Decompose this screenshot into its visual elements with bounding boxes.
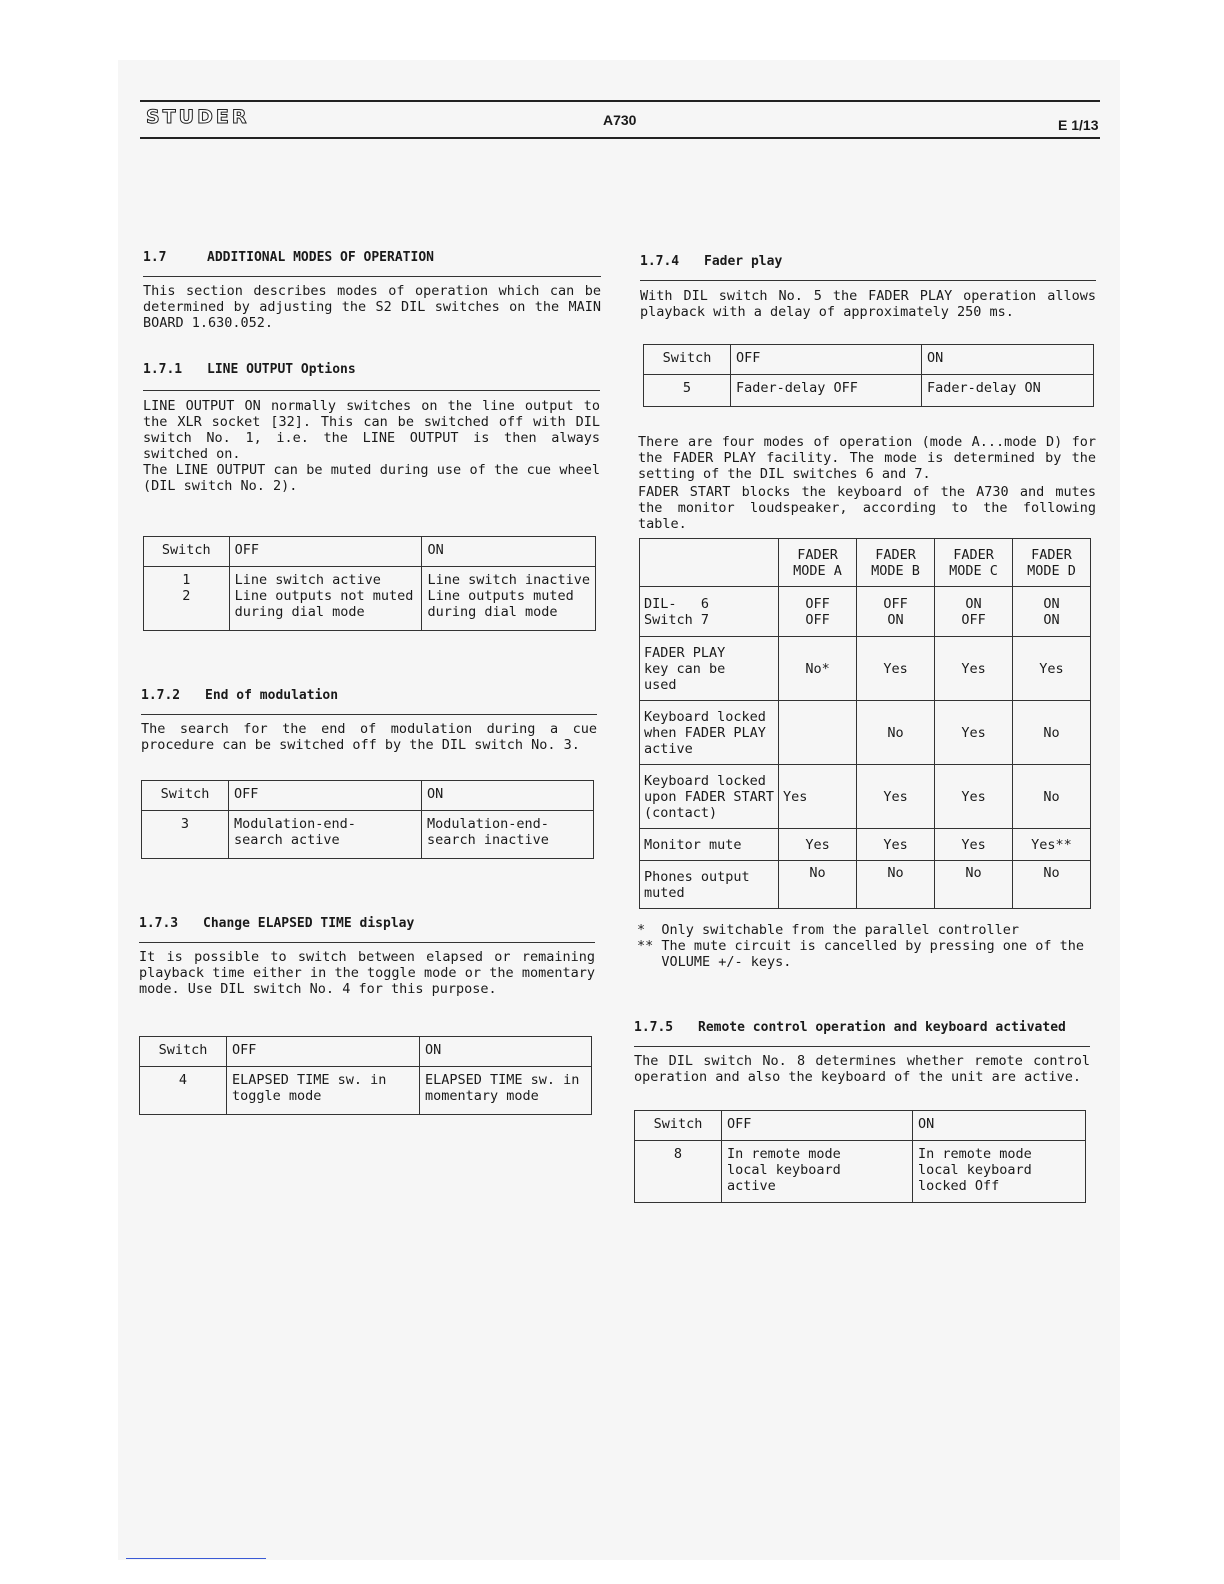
header-on: ON [922, 345, 1094, 375]
section-title: Fader play [704, 254, 783, 269]
off-description: Line switch active Line outputs not muted during dial mode [229, 567, 422, 631]
section-1-7-1-heading [143, 362, 356, 377]
section-rule [139, 942, 595, 943]
on-description: Modulation-end- search inactive [422, 811, 594, 859]
section-1-7-2-heading [141, 688, 338, 703]
mode-header: FADER MODE A [779, 539, 857, 587]
header-on: ON [913, 1111, 1086, 1141]
table-switch-3 [141, 780, 594, 859]
section-number: 1.7.5 [634, 1020, 674, 1035]
section-number: 1.7.3 [139, 916, 179, 931]
switch-number: 4 [140, 1067, 227, 1115]
section-1-7-4-heading [640, 254, 782, 269]
fader-modes-table [639, 538, 1091, 909]
header-switch: Switch [635, 1111, 722, 1141]
section-rule [634, 1046, 1090, 1047]
mode-value: Yes [857, 829, 935, 861]
section-title: Change ELAPSED TIME display [203, 916, 415, 931]
section-1-7-1-text-2: The LINE OUTPUT can be muted during use of the cue wheel (DIL switch No. 2). [143, 462, 600, 494]
mode-value: No [935, 861, 1013, 909]
mode-value: Yes [1013, 637, 1091, 701]
switch-number: 5 [644, 375, 731, 407]
footer-mark [126, 1558, 266, 1559]
section-1-7-4-text-3: FADER START blocks the keyboard of the A730 and mutes the monitor loudspeaker, according to the following table. [638, 484, 1096, 532]
corner-cell [640, 539, 779, 587]
mode-value: No [1013, 861, 1091, 909]
row-label: FADER PLAY key can be used [640, 637, 779, 701]
row-label: Keyboard locked upon FADER START (contact) [640, 765, 779, 829]
header-off: OFF [722, 1111, 913, 1141]
table-switch-1-2 [143, 536, 596, 631]
section-number: 1.7.4 [640, 254, 680, 269]
section-number: 1.7.1 [143, 362, 183, 377]
table-switch-8 [634, 1110, 1086, 1203]
off-description: In remote mode local keyboard active [722, 1141, 913, 1203]
mode-value: Yes [779, 829, 857, 861]
brand-logo: STUDER [146, 106, 250, 128]
mode-value: No [1013, 701, 1091, 765]
row-label: Phones output muted [640, 861, 779, 909]
header-switch: Switch [140, 1037, 227, 1067]
table-row [640, 701, 1091, 765]
mode-value: No [857, 701, 935, 765]
mode-value: Yes [935, 765, 1013, 829]
mode-value: No [857, 861, 935, 909]
footnote-1: * Only switchable from the parallel controller [637, 922, 1020, 938]
header-switch: Switch [144, 537, 230, 567]
header-on: ON [420, 1037, 592, 1067]
header-off: OFF [229, 537, 422, 567]
mode-value: Yes [779, 765, 857, 829]
header-switch: Switch [644, 345, 731, 375]
header-on: ON [422, 781, 594, 811]
section-1-7-4-text-2: There are four modes of operation (mode A...mode D) for the FADER PLAY facility. The mode is determined by the setting of the DIL switches 6 and 7. [638, 434, 1096, 482]
table-switch-5 [643, 344, 1094, 407]
mode-header: FADER MODE B [857, 539, 935, 587]
section-1-7-5-heading [634, 1020, 1066, 1035]
section-1-7-heading [143, 250, 434, 265]
mode-value: Yes [857, 765, 935, 829]
switch-number: 3 [142, 811, 229, 859]
section-1-7-1-text: LINE OUTPUT ON normally switches on the line output to the XLR socket [32]. This can be switched off with DIL switch No. 1, i.e. the LINE OUTPUT is then always switched on. [143, 398, 600, 462]
header-off: OFF [229, 781, 422, 811]
switch-number: 1 2 [144, 567, 230, 631]
header-on: ON [422, 537, 596, 567]
on-description: ELAPSED TIME sw. in momentary mode [420, 1067, 592, 1115]
table-row [640, 765, 1091, 829]
mode-value: No [1013, 765, 1091, 829]
model-name: A730 [603, 112, 637, 128]
table-row [640, 829, 1091, 861]
mode-value: OFF OFF [779, 587, 857, 637]
on-description: Fader-delay ON [922, 375, 1094, 407]
page-number: E 1/13 [1058, 117, 1099, 133]
section-title: Remote control operation and keyboard activated [698, 1020, 1066, 1035]
mode-value: Yes** [1013, 829, 1091, 861]
mode-value: Yes [857, 637, 935, 701]
off-description: Modulation-end- search active [229, 811, 422, 859]
table-row [640, 861, 1091, 909]
header-off: OFF [731, 345, 922, 375]
mode-value: Yes [935, 829, 1013, 861]
section-1-7-3-text: It is possible to switch between elapsed or remaining playback time either in the toggle mode or the momentary mode. Use DIL switch No. 4 for this purpose. [139, 949, 595, 997]
section-number: 1.7 [143, 250, 167, 265]
section-number: 1.7.2 [141, 688, 181, 703]
header-rule-top [140, 100, 1100, 102]
table-row [640, 637, 1091, 701]
mode-value: Yes [935, 701, 1013, 765]
section-1-7-5-text: The DIL switch No. 8 determines whether remote control operation and also the keyboard of the unit are active. [634, 1053, 1090, 1085]
mode-header: FADER MODE C [935, 539, 1013, 587]
mode-value: Yes [935, 637, 1013, 701]
section-1-7-text: This section describes modes of operation which can be determined by adjusting the S2 DIL switches on the MAIN BOARD 1.630.052. [143, 283, 601, 331]
section-1-7-2-text: The search for the end of modulation during a cue procedure can be switched off by the DIL switch No. 3. [141, 721, 597, 753]
off-description: Fader-delay OFF [731, 375, 922, 407]
row-label: Keyboard locked when FADER PLAY active [640, 701, 779, 765]
footnote-2: ** The mute circuit is cancelled by pressing one of the VOLUME +/- keys. [637, 938, 1085, 970]
table-switch-4 [139, 1036, 592, 1115]
mode-header: FADER MODE D [1013, 539, 1091, 587]
switch-number: 8 [635, 1141, 722, 1203]
section-rule [143, 276, 601, 277]
section-1-7-3-heading [139, 916, 414, 931]
header-switch: Switch [142, 781, 229, 811]
table-row [640, 587, 1091, 637]
header-rule-bottom [140, 137, 1100, 139]
section-title: LINE OUTPUT Options [207, 362, 356, 377]
off-description: ELAPSED TIME sw. in toggle mode [227, 1067, 420, 1115]
on-description: In remote mode local keyboard locked Off [913, 1141, 1086, 1203]
row-label: DIL- 6 Switch 7 [640, 587, 779, 637]
mode-value: No [779, 861, 857, 909]
section-rule [143, 390, 600, 391]
section-rule [640, 280, 1096, 281]
mode-value: ON ON [1013, 587, 1091, 637]
mode-value: OFF ON [857, 587, 935, 637]
section-1-7-4-text: With DIL switch No. 5 the FADER PLAY operation allows playback with a delay of approximately 250 ms. [640, 288, 1096, 320]
section-title: ADDITIONAL MODES OF OPERATION [207, 250, 434, 265]
on-description: Line switch inactive Line outputs muted during dial mode [422, 567, 596, 631]
row-label: Monitor mute [640, 829, 779, 861]
section-rule [141, 714, 597, 715]
mode-value: ON OFF [935, 587, 1013, 637]
section-title: End of modulation [205, 688, 339, 703]
mode-value [779, 701, 857, 765]
mode-value: No* [779, 637, 857, 701]
header-off: OFF [227, 1037, 420, 1067]
